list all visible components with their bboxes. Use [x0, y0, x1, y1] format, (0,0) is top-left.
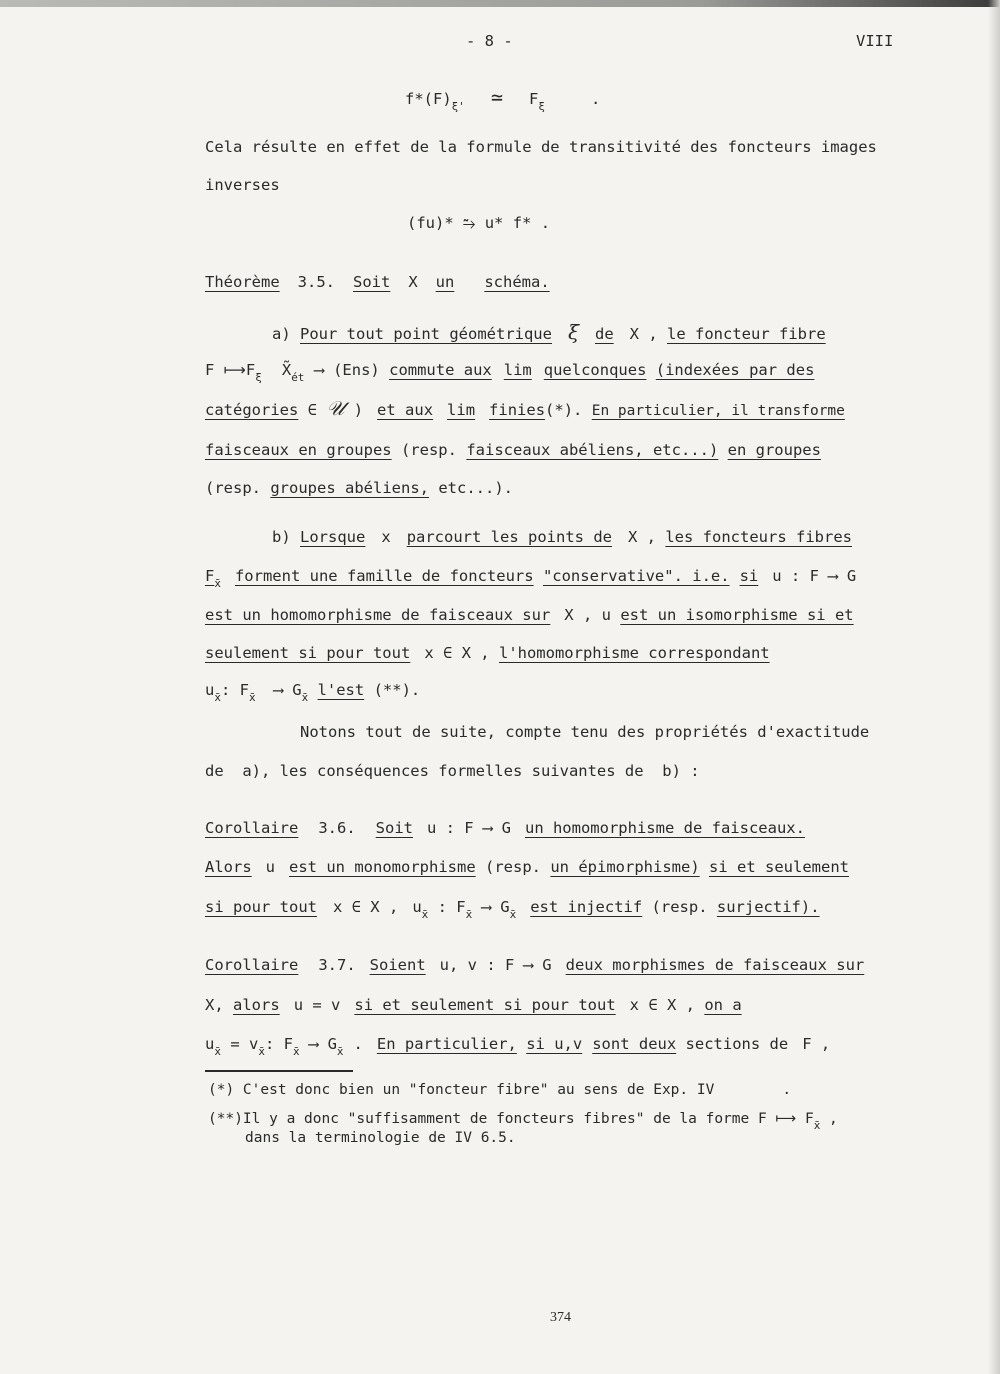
page-marker: - 8 - [466, 32, 513, 50]
groupes-abeliens: groupes abéliens, [270, 479, 429, 497]
formula-approx: ≃ [490, 85, 503, 109]
si-seulement-pour-tout: si et seulement si pour tout [354, 996, 616, 1014]
theorem-label: Théorème [205, 273, 280, 291]
commute-aux: commute aux [389, 361, 492, 379]
etc-end: etc...). [438, 479, 513, 497]
deux-morphismes: deux morphismes de faisceaux sur [565, 956, 865, 974]
cor36-label: Corollaire [205, 819, 299, 837]
footnote-2-sub: x̄ [813, 1119, 821, 1132]
x-in-X: x ∈ X , [424, 644, 490, 662]
section-number: VIII [856, 32, 894, 50]
cor37-line3 [205, 1034, 830, 1056]
u-xbar-2: u [412, 898, 422, 916]
cor37-number: 3.7. [318, 956, 356, 974]
formula-fiber-iso [405, 87, 600, 111]
resp-2: (resp. [205, 479, 261, 497]
footnote-ref-1: (*). [545, 401, 583, 419]
homomorphisme-faisceaux: est un homomorphisme de faisceaux sur [205, 606, 551, 624]
en-groupes: en groupes [727, 441, 821, 459]
var-x: x [381, 528, 391, 546]
si-et-seulement: si et seulement [709, 858, 849, 876]
part-a-line2 [205, 360, 814, 382]
v-xbar: = v [230, 1035, 259, 1053]
et-aux: et aux [377, 401, 434, 419]
si-uv: si u,v [526, 1035, 583, 1053]
seulement-si: seulement si pour tout [205, 644, 411, 662]
cor36-number: 3.6. [318, 819, 356, 837]
G-xbar-2-sub: x̄ [509, 908, 517, 921]
scan-edge-top [0, 0, 1000, 7]
notons-line1: Notons tout de suite, compte tenu des propriétés d'exactitude [300, 723, 870, 741]
F-xbar-3: : F [437, 898, 466, 916]
part-b-line3 [205, 605, 854, 625]
formula-transitivity: (fu)* ⥲ u* f* . [407, 214, 551, 232]
footnote-ref-2: (**). [373, 681, 421, 699]
universe-U: 𝒰 [326, 396, 345, 420]
on-a: on a [704, 996, 742, 1014]
cor36-homomorphisme: un homomorphisme de faisceaux. [524, 819, 805, 837]
lest: l'est [317, 681, 365, 699]
part-b-X: X , [628, 528, 656, 546]
F-xbar-3-sub: x̄ [465, 908, 473, 921]
x-in-X-2: x ∈ X , [332, 898, 399, 916]
parcourt: parcourt les points de [406, 528, 612, 546]
X-comma: X, [205, 996, 224, 1014]
theorem-heading [205, 272, 550, 292]
F-xbar-2: : F [220, 681, 249, 699]
formula-right-sub: ξ [538, 100, 545, 113]
part-a-X: X , [629, 325, 658, 343]
homomorphisme-correspondant: l'homomorphisme correspondant [498, 644, 770, 662]
F-xbar-sub: x̄ [214, 577, 221, 590]
footnote-2-text: (**)Il y a donc "suffisamment de foncteurs fibres" de la forme F ⟼ F [208, 1111, 814, 1127]
part-a-line1 [272, 322, 826, 344]
period: . [353, 1035, 363, 1053]
F-xbar-2-sub: x̄ [248, 691, 256, 704]
injectif: est injectif [530, 898, 643, 916]
forment-famille: forment une famille de foncteurs [234, 567, 534, 585]
part-a-line4 [205, 440, 821, 460]
en-particulier-2: En particulier, [376, 1035, 517, 1053]
in-symbol: ∈ [307, 401, 318, 419]
epimorphisme: un épimorphisme) [550, 858, 700, 876]
u-xbar-sub: x̄ [214, 691, 221, 704]
finies: finies [489, 401, 546, 419]
etale-site: X̃ [281, 361, 292, 379]
part-b-X2: X [564, 606, 574, 624]
resp-1: (resp. [400, 441, 457, 459]
cor36-line3 [205, 897, 820, 919]
monomorphisme: est un monomorphisme [289, 858, 476, 876]
page-number: 374 [550, 1310, 571, 1325]
cor37-label: Corollaire [205, 956, 299, 974]
fiber-map: F ⟼F [205, 361, 256, 379]
etale-sub: ét [291, 371, 305, 384]
G-xbar-3-sub: x̄ [336, 1045, 344, 1058]
uv-map: u, v : F ⟶ G [439, 956, 552, 974]
paragraph-transitivity-line2: inverses [205, 176, 280, 194]
cor36-line2 [205, 857, 849, 877]
footnote-2-line2: dans la terminologie de IV 6.5. [245, 1130, 516, 1146]
G-xbar-2: ⟶ G [481, 898, 510, 916]
formula-left: f*(F) [405, 90, 452, 108]
G-xbar: ⟶ G [273, 681, 302, 699]
indexees: (indexées par des [655, 361, 815, 379]
resp-4: (resp. [651, 898, 708, 916]
cor37-line1 [205, 955, 864, 975]
part-b-line2 [205, 566, 856, 588]
cor37-line2 [205, 995, 742, 1015]
part-b-line4 [205, 643, 770, 663]
sections-de: sections de [685, 1035, 789, 1053]
surjectif: surjectif). [716, 898, 820, 916]
footnote-1-dot: . [782, 1082, 792, 1098]
u-xbar-3: u [205, 1035, 215, 1053]
G-xbar-sub: x̄ [301, 691, 309, 704]
alors-2: alors [233, 996, 280, 1014]
faisceaux-abeliens: faisceaux abéliens, etc...) [466, 441, 719, 459]
var-u: u [265, 858, 276, 876]
xi-symbol: ξ [567, 320, 579, 344]
theorem-var: X [408, 273, 418, 291]
formula-left-sub: ξ' [451, 100, 465, 113]
arrow-ens: ⟶ (Ens) [314, 361, 380, 379]
part-b-line1 [272, 527, 852, 547]
u-map: u : F ⟶ G [772, 567, 857, 585]
u-eq-v: u = v [293, 996, 341, 1014]
part-a-intro: Pour tout point géométrique [300, 325, 552, 343]
u-xbar: u [205, 681, 215, 699]
F-xbar-4: : F [264, 1035, 293, 1053]
u-xbar-3-sub: x̄ [214, 1045, 221, 1058]
isomorphisme: est un isomorphisme si et [620, 606, 854, 624]
footnote-1 [208, 1080, 791, 1100]
categories: catégories [205, 401, 299, 419]
lorsque: Lorsque [300, 528, 366, 546]
x-in-X-3: x ∈ X , [629, 996, 695, 1014]
part-b-line5 [205, 680, 420, 702]
part-a-de: de [595, 325, 614, 343]
footnote-2-line1 [208, 1109, 838, 1130]
si-pour-tout: si pour tout [205, 898, 317, 916]
F-xbar: F [205, 567, 215, 585]
cor36-line1 [205, 818, 805, 838]
foncteurs-fibres: les foncteurs fibres [665, 528, 852, 546]
part-a-label: a) [272, 325, 291, 343]
footnote-1-text: (*) C'est donc bien un "foncteur fibre" au sens de Exp. IV [208, 1082, 715, 1098]
theorem-un: un [435, 273, 455, 291]
formula-right: F [528, 90, 539, 108]
v-xbar-sub: x̄ [258, 1045, 265, 1058]
theorem-schema: schéma. [484, 273, 550, 291]
theorem-number: 3.5. [297, 273, 335, 291]
u-xbar-2-sub: x̄ [421, 908, 429, 921]
part-a-line3 [205, 398, 845, 421]
faisceaux-groupes: faisceaux en groupes [205, 441, 392, 459]
si-1: si [739, 567, 759, 585]
theorem-soit: Soit [352, 273, 391, 291]
en-particulier: En particulier, il transforme [591, 403, 845, 419]
sont-deux: sont deux [592, 1035, 677, 1053]
cor36-soit: Soit [375, 819, 413, 837]
lim-direct: lim [503, 361, 532, 379]
alors: Alors [205, 858, 252, 876]
footnote-2-comma: , [829, 1111, 838, 1127]
cor36-umap: u : F ⟶ G [426, 819, 511, 837]
part-b-label: b) [272, 528, 291, 546]
G-xbar-3: ⟶ G [308, 1035, 337, 1053]
formula-end: . [590, 90, 601, 108]
paragraph-transitivity-line1: Cela résulte en effet de la formule de transitivité des foncteurs images [205, 138, 877, 156]
lim-inverse: lim [447, 401, 476, 419]
conservative: "conservative". i.e. [542, 567, 730, 585]
part-a-line5 [205, 478, 513, 498]
soient: Soient [369, 956, 426, 974]
notons-line2: de a), les conséquences formelles suivantes de b) : [205, 762, 700, 780]
scan-edge-right [988, 0, 1000, 1374]
footnote-rule [205, 1070, 353, 1072]
F-comma: F , [802, 1035, 831, 1053]
paren-close: ) [353, 401, 364, 419]
resp-3: (resp. [485, 858, 541, 876]
fiber-map-sub: ξ [255, 371, 262, 384]
comma-u: , u [582, 606, 611, 624]
F-xbar-4-sub: x̄ [292, 1045, 300, 1058]
quelconques: quelconques [543, 361, 647, 379]
part-a-fibre: le foncteur fibre [667, 325, 826, 343]
